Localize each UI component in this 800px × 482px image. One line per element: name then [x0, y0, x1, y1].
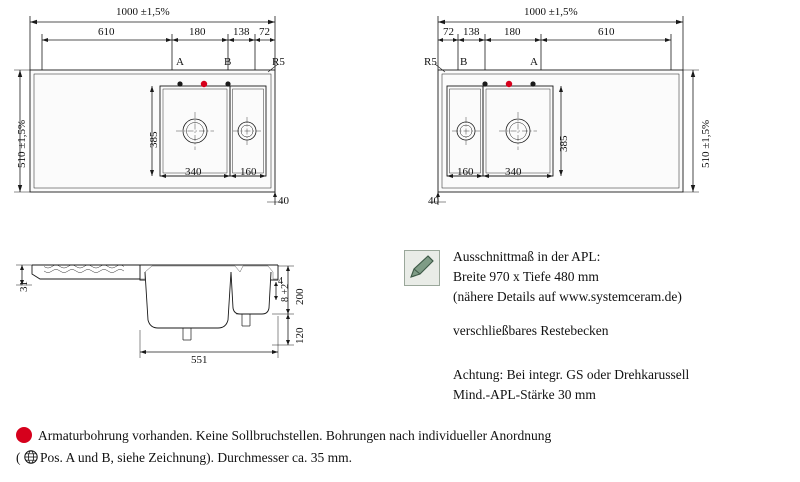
section-left-edge-height: 31 [18, 281, 30, 292]
left-marker-b-label: B [224, 56, 232, 68]
left-radius-label: R5 [272, 56, 285, 68]
legend-line-2: Breite 970 x Tiefe 480 mm [453, 269, 599, 284]
footer-line-2: Pos. A und B, siehe Zeichnung). Durchmesser ca. 35 mm. [40, 450, 352, 465]
left-bowl-width-main: 340 [185, 166, 202, 178]
section-width-label: 551 [191, 354, 208, 366]
left-dim-610: 610 [98, 26, 115, 38]
right-dim-138: 138 [463, 26, 480, 38]
left-bowl-depth-label: 385 [148, 131, 160, 148]
left-overall-width-label: 1000 ±1,5% [116, 6, 170, 18]
footer-line-1: Armaturbohrung vorhanden. Keine Sollbruchstellen. Bohrungen nach individueller Anordnung [38, 428, 552, 443]
section-bowl-depth-small: 8 +2 [280, 283, 291, 302]
legend-line-1: Ausschnittmaß in der APL: [453, 249, 601, 264]
right-dim-72: 72 [443, 26, 454, 38]
right-bowl-depth-label: 385 [558, 135, 570, 152]
right-dim-610: 610 [598, 26, 615, 38]
left-dim-180: 180 [189, 26, 206, 38]
left-dim-138: 138 [233, 26, 250, 38]
left-edge-thickness: 40 [278, 195, 289, 207]
left-bowl-width-small: 160 [240, 166, 257, 178]
left-marker-a-label: A [176, 56, 184, 68]
right-radius-label: R5 [424, 56, 437, 68]
right-marker-a-label: A [530, 56, 538, 68]
section-small-tolerance: 4 [278, 276, 283, 287]
left-height-label: 510 ±1,5% [16, 119, 28, 168]
tap-hole-marker-dot [16, 427, 32, 443]
right-bowl-width-small: 160 [457, 166, 474, 178]
legend-line-3: (nähere Details auf www.systemceram.de) [453, 289, 682, 304]
footer-line-2-prefix: ( [16, 450, 21, 465]
left-dim-72: 72 [259, 26, 270, 38]
right-bowl-width-main: 340 [505, 166, 522, 178]
right-dim-180: 180 [504, 26, 521, 38]
right-height-label: 510 ±1,5% [700, 119, 712, 168]
right-edge-thickness: 40 [428, 195, 439, 207]
globe-icon [24, 450, 38, 464]
right-marker-b-label: B [460, 56, 468, 68]
legend-note-3-line1: Achtung: Bei integr. GS oder Drehkarussell [453, 367, 690, 382]
right-overall-width-label: 1000 ±1,5% [524, 6, 578, 18]
cutout-template-icon [404, 250, 440, 286]
legend-note-2: verschließbares Restebecken [453, 323, 609, 338]
section-bowl-depth-total: 200 [294, 288, 306, 305]
section-drain-offset: 120 [294, 327, 306, 344]
legend-note-3-line2: Mind.-APL-Stärke 30 mm [453, 387, 596, 402]
